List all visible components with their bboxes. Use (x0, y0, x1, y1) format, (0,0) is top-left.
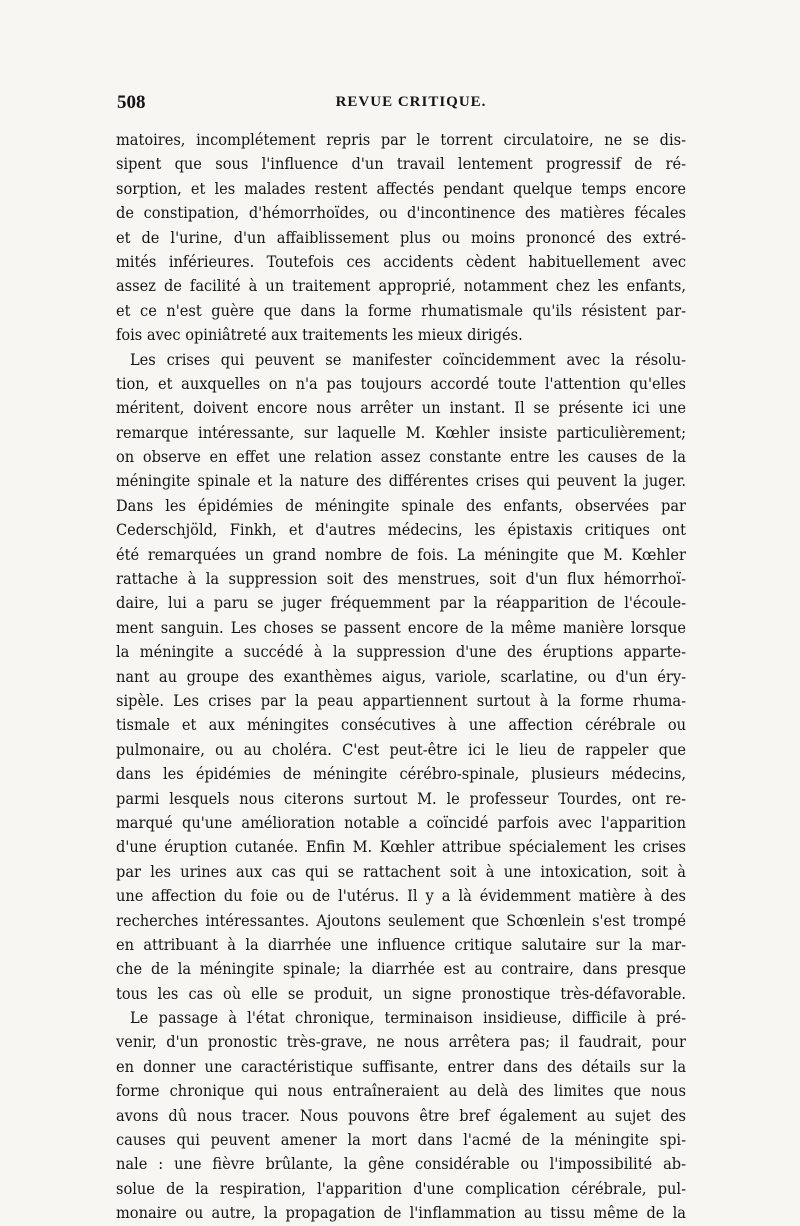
text-line: matoires, incomplétement repris par le torrent circulatoire, ne se dis- (116, 130, 686, 149)
text-line: solue de la respiration, l'apparition d'une complication cérébrale, pul- (116, 1178, 686, 1198)
text-line: Cederschjöld, Finkh, et d'autres médecins, les épistaxis critiques ont (116, 520, 686, 540)
text-line: on observe en effet une relation assez constante entre les causes de la (116, 447, 686, 467)
text-line: rattache à la suppression soit des menstrues, soit d'un flux hémorrhoï- (116, 569, 686, 589)
text-line: tismale et aux méningites consécutives à une affection cérébrale ou (116, 715, 686, 735)
text-line: une affection du foie ou de l'utérus. Il y a là évidemment matière à des (116, 886, 686, 906)
text-line: marqué qu'une amélioration notable a coïncidé parfois avec l'apparition (116, 812, 686, 832)
text-line: remarque intéressante, sur laquelle M. Kœhler insiste particulièrement; (116, 422, 686, 442)
text-line: méningite spinale et la nature des différentes crises qui peuvent la juger. (116, 471, 686, 491)
text-line: et ce n'est guère que dans la forme rhumatismale qu'ils résistent par- (116, 300, 686, 320)
body-text (116, 128, 686, 1226)
text-line: tion, et auxquelles on n'a pas toujours accordé toute l'attention qu'elles (116, 373, 686, 393)
text-line: dans les épidémies de méningite cérébro-spinale, plusieurs médecins, (116, 764, 686, 784)
text-line: d'une éruption cutanée. Enfin M. Kœhler attribue spécialement les crises (116, 837, 686, 857)
text-line: mités inférieures. Toutefois ces accidents cèdent habituellement avec (116, 251, 686, 271)
text-line: recherches intéressantes. Ajoutons seulement que Schœnlein s'est trompé (116, 910, 686, 930)
text-line: nant au groupe des exanthèmes aigus, variole, scarlatine, ou d'un éry- (116, 666, 686, 686)
text-line: venir, d'un pronostic très-grave, ne nous arrêtera pas; il faudrait, pour (116, 1032, 686, 1052)
text-line: par les urines aux cas qui se rattachent soit à une intoxication, soit à (116, 861, 686, 881)
text-line: été remarquées un grand nombre de fois. La méningite que M. Kœhler (116, 544, 686, 564)
page-number: 508 (117, 92, 146, 113)
book-page (116, 92, 686, 1226)
text-line: fois avec opiniâtreté aux traitements les mieux dirigés. (116, 325, 523, 345)
text-line: forme chronique qui nous entraîneraient au delà des limites que nous (116, 1081, 686, 1101)
running-head: REVUE CRITIQUE. (335, 94, 487, 110)
page-header (116, 92, 686, 122)
text-line: Les crises qui peuvent se manifester coïncidemment avec la résolu- (130, 349, 686, 369)
text-line: tous les cas où elle se produit, un signe pronostique très-défavorable. (116, 983, 686, 1003)
text-line: en attribuant à la diarrhée une influence critique salutaire sur la mar- (116, 934, 686, 954)
text-line: nale : une fièvre brûlante, la gêne considérable ou l'impossibilité ab- (116, 1154, 686, 1174)
text-line: pulmonaire, ou au choléra. C'est peut-être ici le lieu de rappeler que (116, 739, 686, 759)
text-line: Dans les épidémies de méningite spinale des enfants, observées par (116, 495, 686, 515)
text-line: monaire ou autre, la propagation de l'inflammation au tissu même de la (116, 1203, 686, 1223)
text-line: parmi lesquels nous citerons surtout M. le professeur Tourdes, ont re- (116, 788, 686, 808)
text-line: en donner une caractéristique suffisante, entrer dans des détails sur la (116, 1056, 686, 1076)
text-line: assez de facilité à un traitement approprié, notamment chez les enfants, (116, 276, 686, 296)
text-line: daire, lui a paru se juger fréquemment par la réapparition de l'écoule- (116, 593, 686, 613)
text-line: causes qui peuvent amener la mort dans l'acmé de la méningite spi- (116, 1130, 686, 1150)
text-line: méritent, doivent encore nous arrêter un instant. Il se présente ici une (116, 398, 686, 418)
text-line: la méningite a succédé à la suppression d'une des éruptions apparte- (116, 642, 686, 662)
text-line: sorption, et les malades restent affectés pendant quelque temps encore (116, 178, 686, 198)
text-line: che de la méningite spinale; la diarrhée est au contraire, dans presque (116, 959, 686, 979)
text-line: et de l'urine, d'un affaiblissement plus ou moins prononcé des extré- (116, 227, 686, 247)
text-line: sipent que sous l'influence d'un travail lentement progressif de ré- (116, 154, 686, 174)
text-line: Le passage à l'état chronique, terminaison insidieuse, difficile à pré- (130, 1008, 686, 1028)
text-line: de constipation, d'hémorrhoïdes, ou d'incontinence des matières fécales (116, 203, 686, 223)
text-line: ment sanguin. Les choses se passent encore de la même manière lorsque (116, 617, 686, 637)
text-line: avons dû nous tracer. Nous pouvons être bref également au sujet des (116, 1105, 686, 1125)
text-line: sipèle. Les crises par la peau appartiennent surtout à la forme rhuma- (116, 690, 686, 710)
